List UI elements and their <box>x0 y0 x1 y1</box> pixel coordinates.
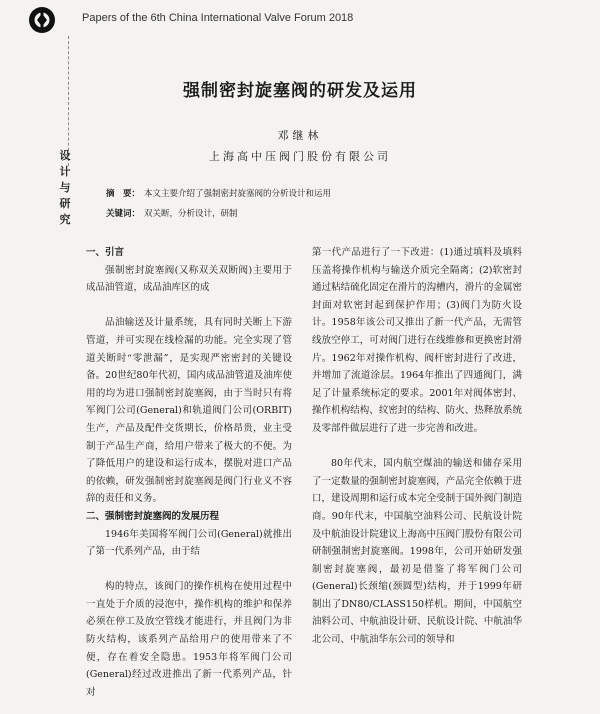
side-label-char: 设 <box>59 149 71 162</box>
abstract-label: 摘 要： <box>106 189 141 199</box>
body-paragraph: 构的特点，该阀门的操作机构在使用过程中一直处于介质的浸泡中，操作机构的维护和保养必须在停工及放空管线才能进行，并且阀门为非防火结构，该系列产品给用户的使用带来了不便，存在着安全隐患。1953年将军阀门公司(General)经过改进推出了新一代系列产品，针对 <box>86 581 292 698</box>
abstract-text: 本文主要介绍了强制密封旋塞阀的分析设计和运用 <box>144 189 332 199</box>
body-paragraph: 强制密封旋塞阀(又称双关双断阀)主要用于成品油管道，成品油库区的成 <box>86 264 292 294</box>
body-paragraph: 品油输送及计量系统，具有同时关断上下游管道，并可实现在线检漏的功能。完全实现了管道关断时“零泄漏”，是实现严密密封的关键设备。20世纪80年代初，国内成品油管道及油库使用的均为进口强制密封旋塞阀，由于当时只有将军阀门公司(General)和轨道阀门公司(ORBIT)生产，产品及配件交货期长，价格昂贵，业主受制于产品生产商，给用户带来了极大的不便。为了降低用户的建设和运行成本，摆脱对进口产品的依赖，研发强制密封旋塞阀是阀门行业义不容辞的责任和义务。 <box>86 317 292 505</box>
valve-forum-logo-icon <box>28 6 56 34</box>
side-label-char: 与 <box>59 181 71 194</box>
column-gap <box>86 561 292 579</box>
left-column <box>86 244 292 701</box>
abstract <box>106 187 331 199</box>
body-paragraph: 80年代末，国内航空煤油的输送和储存采用了一定数量的强制密封旋塞阀，产品完全依赖于进口，建设周期和运行成本完全受制于国外阀门制造商。90年代末，中国航空油料公司、民航设计院及中航油设计院建议上海高中压阀门股份有限公司研制强制密封旋塞阀。1998年，公司开始研发强制密封旋塞阀，最初是借鉴了将军阀门公司(General)长颈缩(颈圆型)结构，并于1999年研制出了DN80/CLASS150样机。期间，中国航空油料公司、中航油设计研、民航设计院、中航油华北公司、中航油华东公司的领导和 <box>312 458 522 646</box>
affiliation: 上海高中压阀门股份有限公司 <box>209 150 391 163</box>
conference-header: Papers of the 6th China International Valve Forum 2018 <box>82 12 354 24</box>
side-label-char: 计 <box>59 165 71 178</box>
margin-divider <box>68 36 69 166</box>
body-paragraph: 1946年美国将军阀门公司(General)就推出了第一代系列产品，由于结 <box>86 528 292 558</box>
body-paragraph: 第一代产品进行了一下改进：(1)通过填料及填料压盖将操作机构与输送介质完全隔离；(2)软密封通过粘结硫化固定在滑片的沟槽内，滑片的金属密封面对软密封起到保护作用；(3)阀门为防火设计。1958年该公司又推出了新一代产品，无需管线放空停工，可对阀门进行在线维修和更换密封滑片。1962年对操作机构、阀杆密封进行了改进，并增加了流道涂层。1964年推出了四通阀门，满足了计量系统标定的要求。2001年对阀体密封、操作机构结构、纹密封的结构、防火、热释放系统及零部件做层进行了进一步完善和改进。 <box>312 247 522 434</box>
author: 邓继林 <box>277 129 323 142</box>
section-heading: 二、强制密封旋塞阀的发展历程 <box>86 510 220 522</box>
column-gap <box>86 297 292 315</box>
right-column <box>312 244 522 649</box>
side-label-char: 研 <box>59 197 71 210</box>
column-gap <box>312 438 522 456</box>
keywords-label: 关键词： <box>106 209 141 219</box>
paper-title: 强制密封旋塞阀的研发及运用 <box>183 81 417 101</box>
side-label-char: 究 <box>59 213 71 226</box>
keywords <box>106 207 238 219</box>
section-heading: 一、引言 <box>86 247 125 258</box>
keywords-text: 双关断，分析设计，研制 <box>144 209 238 219</box>
